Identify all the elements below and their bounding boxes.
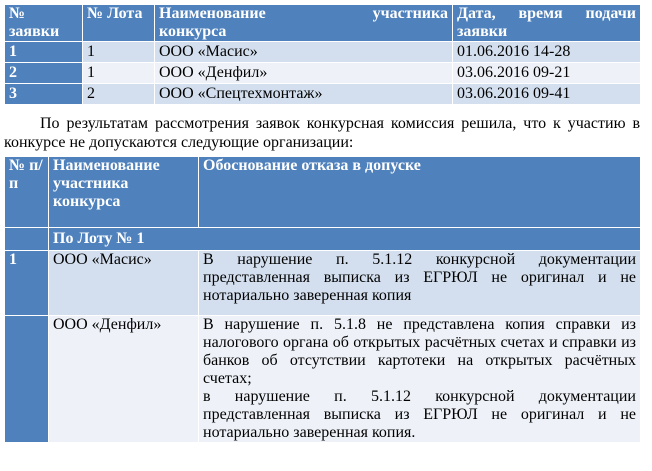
row-number: 2	[5, 63, 83, 84]
header-name-word3: конкурса	[159, 23, 227, 40]
applications-header-row	[5, 5, 641, 42]
applications-table	[4, 4, 641, 105]
row-number: 1	[5, 42, 83, 63]
rejections-table	[4, 156, 641, 443]
row-participant: ООО «Масис»	[155, 42, 453, 63]
row-participant: ООО «Масис»	[49, 251, 199, 316]
row-lot: 1	[83, 63, 155, 84]
header-application-number: № заявки	[5, 5, 83, 42]
header-lot-number: № Лота	[83, 5, 155, 42]
table-row	[5, 84, 641, 105]
lot-subheader-row	[5, 228, 641, 251]
row-date: 03.06.2016 09-41	[453, 84, 641, 105]
row-lot: 1	[83, 42, 155, 63]
header-item-number: № п/п	[5, 157, 49, 228]
row-lot: 2	[83, 84, 155, 105]
header-submission-date: Дата, время подачи заявки	[453, 5, 641, 42]
table-row	[5, 63, 641, 84]
row-reason: В нарушение п. 5.1.8 не представлена копия справки из налогового органа об открытых расчётных счетах и справки из банков об отсутствии картотеки на открытых расчётных счетах;	[203, 316, 636, 387]
row-reason: В нарушение п. 5.1.12 конкурсной документации представленная выписка из ЕГРЮЛ не оригинал и не нотариально заверенная копия	[199, 251, 641, 316]
header-participant: Наименование участника конкурса	[49, 157, 199, 228]
row-number: 3	[5, 84, 83, 105]
row-number	[5, 316, 49, 443]
lot-label: По Лоту № 1	[49, 228, 641, 251]
row-reason-second: в нарушение п. 5.1.12 конкурсной документации представленная выписка из ЕГРЮЛ не оригинал и не нотариально заверенная копия.	[203, 388, 636, 441]
header-participant-name	[155, 5, 453, 42]
header-name-word2: участника	[372, 5, 448, 22]
row-reasons	[199, 316, 641, 443]
decision-paragraph	[4, 114, 640, 152]
row-date: 03.06.2016 09-21	[453, 63, 641, 84]
header-reason: Обоснование отказа в допуске	[199, 157, 641, 228]
header-name-word1: Наименование	[159, 5, 266, 22]
row-date: 01.06.2016 14-28	[453, 42, 641, 63]
row-participant: ООО «Спецтехмонтаж»	[155, 84, 453, 105]
decision-text: По результатам рассмотрения заявок конкурсная комиссия решила, что к участию в конкурсе не допускаются следующие организации:	[4, 115, 640, 151]
table-row	[5, 42, 641, 63]
row-participant: ООО «Денфил»	[155, 63, 453, 84]
row-participant: ООО «Денфил»	[49, 316, 199, 443]
row-number: 1	[5, 251, 49, 316]
rejections-header-row	[5, 157, 641, 228]
table-row	[5, 316, 641, 443]
table-row	[5, 251, 641, 316]
